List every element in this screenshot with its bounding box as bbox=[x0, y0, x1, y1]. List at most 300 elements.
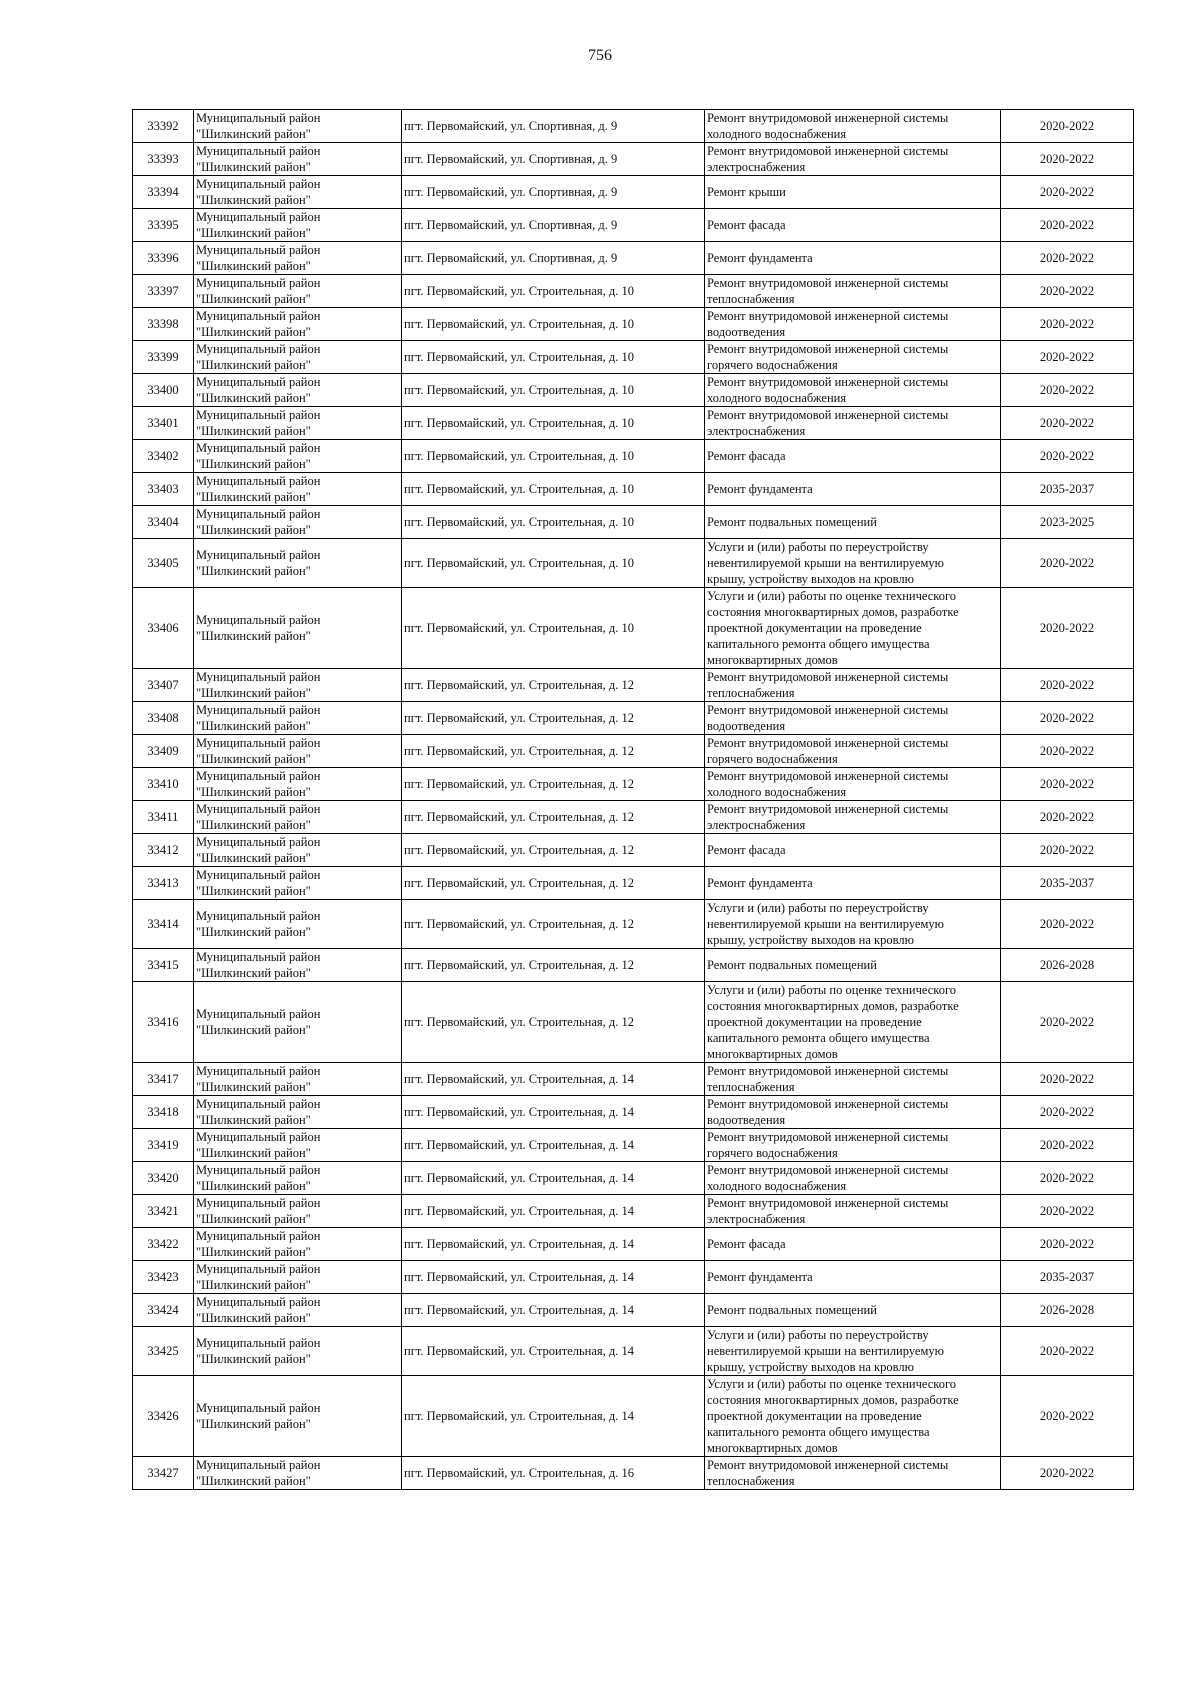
cell-id bbox=[133, 735, 194, 768]
cell-district-text: Муниципальный район "Шилкинский район" bbox=[196, 243, 321, 273]
cell-address bbox=[402, 1294, 705, 1327]
cell-district bbox=[194, 176, 402, 209]
cell-district bbox=[194, 308, 402, 341]
cell-id bbox=[133, 539, 194, 588]
cell-address bbox=[402, 1261, 705, 1294]
cell-id bbox=[133, 1228, 194, 1261]
cell-address bbox=[402, 588, 705, 669]
cell-address bbox=[402, 506, 705, 539]
cell-address-text: пгт. Первомайский, ул. Строительная, д. 14 bbox=[404, 1171, 635, 1185]
cell-address-text: пгт. Первомайский, ул. Строительная, д. 14 bbox=[404, 1072, 635, 1086]
cell-period-text: 2020-2022 bbox=[1039, 1105, 1095, 1119]
cell-id bbox=[133, 275, 194, 308]
cell-district bbox=[194, 1261, 402, 1294]
cell-address-text: пгт. Первомайский, ул. Строительная, д. 10 bbox=[404, 317, 635, 331]
cell-work-type-text: Ремонт внутридомовой инженерной системы теплоснабжения bbox=[707, 1064, 949, 1094]
cell-address bbox=[402, 473, 705, 506]
cell-period bbox=[1001, 1195, 1134, 1228]
cell-id-text: 33420 bbox=[147, 1171, 179, 1185]
cell-address bbox=[402, 209, 705, 242]
cell-district bbox=[194, 1129, 402, 1162]
cell-district-text: Муниципальный район "Шилкинский район" bbox=[196, 342, 321, 372]
cell-work-type bbox=[705, 1096, 1001, 1129]
cell-id-text: 33419 bbox=[147, 1138, 179, 1152]
cell-district-text: Муниципальный район "Шилкинский район" bbox=[196, 1229, 321, 1259]
cell-id bbox=[133, 176, 194, 209]
cell-id bbox=[133, 308, 194, 341]
cell-work-type-text: Ремонт крыши bbox=[707, 185, 786, 199]
cell-id-text: 33403 bbox=[147, 482, 179, 496]
cell-district bbox=[194, 539, 402, 588]
cell-period-text: 2020-2022 bbox=[1039, 621, 1095, 635]
cell-work-type bbox=[705, 110, 1001, 143]
cell-district-text: Муниципальный район "Шилкинский район" bbox=[196, 474, 321, 504]
cell-work-type-text: Услуги и (или) работы по переустройству невентилируемой крыши на вентилируемую крышу, устройству выходов на кровлю bbox=[707, 1328, 944, 1374]
cell-address bbox=[402, 374, 705, 407]
cell-address-text: пгт. Первомайский, ул. Строительная, д. 10 bbox=[404, 621, 635, 635]
cell-period bbox=[1001, 900, 1134, 949]
cell-id bbox=[133, 242, 194, 275]
cell-address-text: пгт. Первомайский, ул. Строительная, д. 10 bbox=[404, 284, 635, 298]
cell-period bbox=[1001, 1063, 1134, 1096]
cell-id bbox=[133, 1063, 194, 1096]
cell-district-text: Муниципальный район "Шилкинский район" bbox=[196, 703, 321, 733]
cell-period bbox=[1001, 1096, 1134, 1129]
table-row bbox=[133, 473, 1134, 506]
table-row bbox=[133, 275, 1134, 308]
cell-period bbox=[1001, 143, 1134, 176]
cell-district-text: Муниципальный район "Шилкинский район" bbox=[196, 1007, 321, 1037]
cell-district-text: Муниципальный район "Шилкинский район" bbox=[196, 408, 321, 438]
cell-work-type-text: Услуги и (или) работы по оценке технического состояния многоквартирных домов, разработке проектной документации на проведение капитального ремонта общего имущества многоквартирных домов bbox=[707, 983, 959, 1061]
cell-work-type bbox=[705, 1129, 1001, 1162]
cell-work-type-text: Ремонт внутридомовой инженерной системы теплоснабжения bbox=[707, 1458, 949, 1488]
cell-address-text: пгт. Первомайский, ул. Спортивная, д. 9 bbox=[404, 218, 618, 232]
cell-id bbox=[133, 473, 194, 506]
cell-period-text: 2020-2022 bbox=[1039, 777, 1095, 791]
cell-address-text: пгт. Первомайский, ул. Строительная, д. 12 bbox=[404, 917, 635, 931]
table-row bbox=[133, 1129, 1134, 1162]
cell-address-text: пгт. Первомайский, ул. Строительная, д. 10 bbox=[404, 383, 635, 397]
cell-address bbox=[402, 1129, 705, 1162]
cell-id-text: 33398 bbox=[147, 317, 179, 331]
cell-district-text: Муниципальный район "Шилкинский район" bbox=[196, 670, 321, 700]
cell-period-text: 2020-2022 bbox=[1039, 711, 1095, 725]
cell-district-text: Муниципальный район "Шилкинский район" bbox=[196, 1295, 321, 1325]
cell-address-text: пгт. Первомайский, ул. Строительная, д. 14 bbox=[404, 1105, 635, 1119]
cell-district bbox=[194, 1096, 402, 1129]
cell-period bbox=[1001, 407, 1134, 440]
cell-address-text: пгт. Первомайский, ул. Спортивная, д. 9 bbox=[404, 119, 618, 133]
cell-work-type-text: Ремонт внутридомовой инженерной системы электроснабжения bbox=[707, 802, 949, 832]
cell-id-text: 33408 bbox=[147, 711, 179, 725]
cell-district bbox=[194, 588, 402, 669]
table-row bbox=[133, 242, 1134, 275]
cell-work-type-text: Ремонт внутридомовой инженерной системы горячего водоснабжения bbox=[707, 342, 949, 372]
cell-work-type-text: Ремонт внутридомовой инженерной системы холодного водоснабжения bbox=[707, 111, 949, 141]
cell-period-text: 2026-2028 bbox=[1039, 1303, 1095, 1317]
cell-district-text: Муниципальный район "Шилкинский район" bbox=[196, 1163, 321, 1193]
table-row bbox=[133, 440, 1134, 473]
cell-id-text: 33416 bbox=[147, 1015, 179, 1029]
cell-district bbox=[194, 801, 402, 834]
cell-address bbox=[402, 1096, 705, 1129]
cell-period-text: 2020-2022 bbox=[1039, 678, 1095, 692]
table-row bbox=[133, 110, 1134, 143]
cell-id bbox=[133, 209, 194, 242]
cell-id-text: 33418 bbox=[147, 1105, 179, 1119]
cell-id-text: 33421 bbox=[147, 1204, 179, 1218]
cell-work-type bbox=[705, 949, 1001, 982]
cell-address bbox=[402, 242, 705, 275]
cell-id bbox=[133, 1327, 194, 1376]
cell-address-text: пгт. Первомайский, ул. Строительная, д. 14 bbox=[404, 1303, 635, 1317]
cell-work-type-text: Ремонт подвальных помещений bbox=[707, 515, 877, 529]
cell-id-text: 33423 bbox=[147, 1270, 179, 1284]
cell-address bbox=[402, 275, 705, 308]
cell-district bbox=[194, 1376, 402, 1457]
cell-period-text: 2020-2022 bbox=[1039, 416, 1095, 430]
cell-work-type bbox=[705, 242, 1001, 275]
table-row bbox=[133, 341, 1134, 374]
cell-address bbox=[402, 735, 705, 768]
cell-id-text: 33417 bbox=[147, 1072, 179, 1086]
cell-id bbox=[133, 1195, 194, 1228]
cell-id bbox=[133, 1294, 194, 1327]
table-row bbox=[133, 1327, 1134, 1376]
cell-work-type-text: Ремонт подвальных помещений bbox=[707, 958, 877, 972]
cell-work-type bbox=[705, 1294, 1001, 1327]
cell-work-type bbox=[705, 867, 1001, 900]
cell-period-text: 2035-2037 bbox=[1039, 1270, 1095, 1284]
cell-district-text: Муниципальный район "Шилкинский район" bbox=[196, 1262, 321, 1292]
cell-address-text: пгт. Первомайский, ул. Строительная, д. 12 bbox=[404, 843, 635, 857]
table-row bbox=[133, 1457, 1134, 1490]
cell-address bbox=[402, 1457, 705, 1490]
cell-address-text: пгт. Первомайский, ул. Строительная, д. 14 bbox=[404, 1138, 635, 1152]
cell-period bbox=[1001, 1294, 1134, 1327]
cell-work-type bbox=[705, 275, 1001, 308]
cell-id bbox=[133, 506, 194, 539]
cell-work-type bbox=[705, 1063, 1001, 1096]
cell-district bbox=[194, 473, 402, 506]
cell-address-text: пгт. Первомайский, ул. Строительная, д. 10 bbox=[404, 350, 635, 364]
table-row bbox=[133, 1376, 1134, 1457]
cell-district-text: Муниципальный район "Шилкинский район" bbox=[196, 210, 321, 240]
cell-district bbox=[194, 669, 402, 702]
cell-district-text: Муниципальный район "Шилкинский район" bbox=[196, 1458, 321, 1488]
cell-district-text: Муниципальный район "Шилкинский район" bbox=[196, 548, 321, 578]
cell-work-type bbox=[705, 801, 1001, 834]
cell-id bbox=[133, 1162, 194, 1195]
cell-work-type bbox=[705, 702, 1001, 735]
repair-schedule-table bbox=[132, 109, 1134, 1490]
table-row bbox=[133, 867, 1134, 900]
cell-work-type-text: Ремонт внутридомовой инженерной системы теплоснабжения bbox=[707, 670, 949, 700]
cell-district bbox=[194, 702, 402, 735]
page-number: 756 bbox=[588, 47, 612, 64]
table-row bbox=[133, 176, 1134, 209]
cell-work-type-text: Ремонт подвальных помещений bbox=[707, 1303, 877, 1317]
cell-period bbox=[1001, 735, 1134, 768]
cell-id bbox=[133, 1457, 194, 1490]
cell-work-type bbox=[705, 669, 1001, 702]
cell-address bbox=[402, 341, 705, 374]
cell-id-text: 33411 bbox=[147, 810, 179, 824]
cell-district-text: Муниципальный район "Шилкинский район" bbox=[196, 802, 321, 832]
cell-period-text: 2020-2022 bbox=[1039, 284, 1095, 298]
cell-address bbox=[402, 1195, 705, 1228]
cell-period bbox=[1001, 1228, 1134, 1261]
cell-work-type-text: Услуги и (или) работы по оценке технического состояния многоквартирных домов, разработке проектной документации на проведение капитального ремонта общего имущества многоквартирных домов bbox=[707, 589, 959, 667]
cell-id-text: 33406 bbox=[147, 621, 179, 635]
cell-work-type bbox=[705, 1376, 1001, 1457]
cell-work-type bbox=[705, 982, 1001, 1063]
cell-period bbox=[1001, 1162, 1134, 1195]
cell-district-text: Муниципальный район "Шилкинский район" bbox=[196, 835, 321, 865]
cell-work-type bbox=[705, 1162, 1001, 1195]
cell-district bbox=[194, 209, 402, 242]
cell-address-text: пгт. Первомайский, ул. Строительная, д. 14 bbox=[404, 1270, 635, 1284]
cell-work-type bbox=[705, 473, 1001, 506]
table-row bbox=[133, 768, 1134, 801]
cell-address-text: пгт. Первомайский, ул. Спортивная, д. 9 bbox=[404, 251, 618, 265]
cell-period-text: 2035-2037 bbox=[1039, 876, 1095, 890]
cell-district-text: Муниципальный район "Шилкинский район" bbox=[196, 375, 321, 405]
cell-address bbox=[402, 176, 705, 209]
cell-work-type bbox=[705, 1228, 1001, 1261]
cell-address-text: пгт. Первомайский, ул. Строительная, д. 12 bbox=[404, 958, 635, 972]
cell-period-text: 2020-2022 bbox=[1039, 810, 1095, 824]
cell-period bbox=[1001, 341, 1134, 374]
cell-id bbox=[133, 900, 194, 949]
cell-work-type-text: Ремонт фундамента bbox=[707, 251, 813, 265]
cell-id-text: 33425 bbox=[147, 1344, 179, 1358]
cell-work-type bbox=[705, 1195, 1001, 1228]
cell-address-text: пгт. Первомайский, ул. Строительная, д. 10 bbox=[404, 449, 635, 463]
cell-period bbox=[1001, 949, 1134, 982]
cell-period bbox=[1001, 1261, 1134, 1294]
cell-period-text: 2020-2022 bbox=[1039, 119, 1095, 133]
cell-work-type bbox=[705, 308, 1001, 341]
cell-address bbox=[402, 407, 705, 440]
table-row bbox=[133, 702, 1134, 735]
cell-period bbox=[1001, 308, 1134, 341]
cell-period bbox=[1001, 440, 1134, 473]
cell-work-type-text: Ремонт фасада bbox=[707, 843, 786, 857]
cell-period bbox=[1001, 834, 1134, 867]
cell-id bbox=[133, 982, 194, 1063]
cell-id bbox=[133, 801, 194, 834]
cell-id-text: 33392 bbox=[147, 119, 179, 133]
table-row bbox=[133, 669, 1134, 702]
cell-address-text: пгт. Первомайский, ул. Спортивная, д. 9 bbox=[404, 185, 618, 199]
cell-address-text: пгт. Первомайский, ул. Строительная, д. 12 bbox=[404, 1015, 635, 1029]
cell-district bbox=[194, 1162, 402, 1195]
cell-work-type bbox=[705, 588, 1001, 669]
cell-district bbox=[194, 341, 402, 374]
cell-period-text: 2020-2022 bbox=[1039, 185, 1095, 199]
cell-district bbox=[194, 275, 402, 308]
cell-district-text: Муниципальный район "Шилкинский район" bbox=[196, 613, 321, 643]
cell-work-type-text: Ремонт внутридомовой инженерной системы теплоснабжения bbox=[707, 276, 949, 306]
cell-id bbox=[133, 867, 194, 900]
cell-work-type-text: Ремонт внутридомовой инженерной системы водоотведения bbox=[707, 703, 949, 733]
cell-period-text: 2020-2022 bbox=[1039, 218, 1095, 232]
cell-address bbox=[402, 143, 705, 176]
cell-work-type-text: Услуги и (или) работы по оценке технического состояния многоквартирных домов, разработке проектной документации на проведение капитального ремонта общего имущества многоквартирных домов bbox=[707, 1377, 959, 1455]
table-row bbox=[133, 900, 1134, 949]
cell-period-text: 2020-2022 bbox=[1039, 1015, 1095, 1029]
cell-district bbox=[194, 110, 402, 143]
cell-work-type-text: Ремонт фундамента bbox=[707, 1270, 813, 1284]
cell-district bbox=[194, 1228, 402, 1261]
cell-address-text: пгт. Первомайский, ул. Строительная, д. 12 bbox=[404, 744, 635, 758]
cell-period-text: 2020-2022 bbox=[1039, 350, 1095, 364]
cell-period-text: 2020-2022 bbox=[1039, 1466, 1095, 1480]
table-row bbox=[133, 1261, 1134, 1294]
cell-period bbox=[1001, 801, 1134, 834]
table-row bbox=[133, 506, 1134, 539]
cell-district bbox=[194, 867, 402, 900]
table-row bbox=[133, 982, 1134, 1063]
table-row bbox=[133, 834, 1134, 867]
cell-id-text: 33427 bbox=[147, 1466, 179, 1480]
cell-period bbox=[1001, 275, 1134, 308]
cell-period bbox=[1001, 1457, 1134, 1490]
cell-work-type-text: Ремонт внутридомовой инженерной системы холодного водоснабжения bbox=[707, 1163, 949, 1193]
cell-period bbox=[1001, 209, 1134, 242]
cell-address bbox=[402, 110, 705, 143]
cell-work-type-text: Ремонт фасада bbox=[707, 1237, 786, 1251]
cell-period bbox=[1001, 1376, 1134, 1457]
cell-district-text: Муниципальный район "Шилкинский район" bbox=[196, 1336, 321, 1366]
cell-id-text: 33397 bbox=[147, 284, 179, 298]
cell-period-text: 2020-2022 bbox=[1039, 317, 1095, 331]
cell-address-text: пгт. Первомайский, ул. Строительная, д. 10 bbox=[404, 515, 635, 529]
cell-id bbox=[133, 374, 194, 407]
cell-work-type-text: Ремонт фасада bbox=[707, 449, 786, 463]
cell-id bbox=[133, 407, 194, 440]
cell-work-type-text: Ремонт внутридомовой инженерной системы горячего водоснабжения bbox=[707, 1130, 949, 1160]
cell-district bbox=[194, 982, 402, 1063]
cell-id bbox=[133, 143, 194, 176]
cell-district bbox=[194, 1457, 402, 1490]
cell-district bbox=[194, 407, 402, 440]
cell-work-type-text: Ремонт внутридомовой инженерной системы водоотведения bbox=[707, 1097, 949, 1127]
cell-work-type bbox=[705, 768, 1001, 801]
cell-district bbox=[194, 949, 402, 982]
cell-work-type bbox=[705, 1327, 1001, 1376]
table-row bbox=[133, 735, 1134, 768]
cell-address-text: пгт. Первомайский, ул. Строительная, д. 10 bbox=[404, 416, 635, 430]
cell-period bbox=[1001, 110, 1134, 143]
table-row bbox=[133, 143, 1134, 176]
cell-work-type-text: Ремонт внутридомовой инженерной системы электроснабжения bbox=[707, 144, 949, 174]
table-row bbox=[133, 1228, 1134, 1261]
table-row bbox=[133, 1096, 1134, 1129]
cell-work-type bbox=[705, 374, 1001, 407]
cell-id-text: 33424 bbox=[147, 1303, 179, 1317]
cell-work-type bbox=[705, 341, 1001, 374]
cell-address bbox=[402, 669, 705, 702]
cell-address bbox=[402, 982, 705, 1063]
cell-work-type bbox=[705, 1457, 1001, 1490]
cell-id-text: 33393 bbox=[147, 152, 179, 166]
cell-period bbox=[1001, 539, 1134, 588]
cell-work-type-text: Ремонт внутридомовой инженерной системы холодного водоснабжения bbox=[707, 769, 949, 799]
cell-district-text: Муниципальный район "Шилкинский район" bbox=[196, 950, 321, 980]
table-row bbox=[133, 407, 1134, 440]
table-row bbox=[133, 1063, 1134, 1096]
cell-district-text: Муниципальный район "Шилкинский район" bbox=[196, 868, 321, 898]
table-row bbox=[133, 374, 1134, 407]
cell-id-text: 33399 bbox=[147, 350, 179, 364]
cell-address bbox=[402, 702, 705, 735]
cell-district-text: Муниципальный район "Шилкинский район" bbox=[196, 909, 321, 939]
cell-address-text: пгт. Первомайский, ул. Спортивная, д. 9 bbox=[404, 152, 618, 166]
cell-period bbox=[1001, 1327, 1134, 1376]
cell-work-type bbox=[705, 1261, 1001, 1294]
cell-work-type-text: Ремонт фундамента bbox=[707, 876, 813, 890]
table-row bbox=[133, 1195, 1134, 1228]
cell-district-text: Муниципальный район "Шилкинский район" bbox=[196, 177, 321, 207]
cell-period-text: 2020-2022 bbox=[1039, 383, 1095, 397]
cell-period-text: 2020-2022 bbox=[1039, 1237, 1095, 1251]
cell-work-type-text: Ремонт внутридомовой инженерной системы горячего водоснабжения bbox=[707, 736, 949, 766]
cell-district-text: Муниципальный район "Шилкинский район" bbox=[196, 441, 321, 471]
cell-work-type-text: Ремонт внутридомовой инженерной системы водоотведения bbox=[707, 309, 949, 339]
cell-id-text: 33394 bbox=[147, 185, 179, 199]
cell-work-type bbox=[705, 440, 1001, 473]
table-body bbox=[133, 110, 1134, 1490]
cell-period-text: 2026-2028 bbox=[1039, 958, 1095, 972]
cell-district-text: Муниципальный район "Шилкинский район" bbox=[196, 1401, 321, 1431]
cell-id-text: 33400 bbox=[147, 383, 179, 397]
cell-work-type-text: Услуги и (или) работы по переустройству невентилируемой крыши на вентилируемую крышу, устройству выходов на кровлю bbox=[707, 540, 944, 586]
cell-period bbox=[1001, 506, 1134, 539]
cell-period-text: 2020-2022 bbox=[1039, 556, 1095, 570]
cell-work-type bbox=[705, 209, 1001, 242]
cell-id bbox=[133, 702, 194, 735]
cell-address-text: пгт. Первомайский, ул. Строительная, д. 12 bbox=[404, 711, 635, 725]
cell-address bbox=[402, 440, 705, 473]
table-row bbox=[133, 801, 1134, 834]
cell-id-text: 33426 bbox=[147, 1409, 179, 1423]
cell-work-type-text: Ремонт внутридомовой инженерной системы электроснабжения bbox=[707, 408, 949, 438]
cell-period-text: 2020-2022 bbox=[1039, 251, 1095, 265]
table-row bbox=[133, 1294, 1134, 1327]
cell-work-type bbox=[705, 834, 1001, 867]
cell-district-text: Муниципальный район "Шилкинский район" bbox=[196, 144, 321, 174]
cell-district bbox=[194, 242, 402, 275]
cell-id-text: 33413 bbox=[147, 876, 179, 890]
cell-district bbox=[194, 1063, 402, 1096]
cell-address bbox=[402, 949, 705, 982]
cell-address-text: пгт. Первомайский, ул. Строительная, д. 10 bbox=[404, 482, 635, 496]
cell-address bbox=[402, 1327, 705, 1376]
cell-district-text: Муниципальный район "Шилкинский район" bbox=[196, 309, 321, 339]
cell-address-text: пгт. Первомайский, ул. Строительная, д. 14 bbox=[404, 1344, 635, 1358]
cell-id-text: 33422 bbox=[147, 1237, 179, 1251]
cell-id-text: 33410 bbox=[147, 777, 179, 791]
cell-period-text: 2020-2022 bbox=[1039, 1171, 1095, 1185]
cell-district-text: Муниципальный район "Шилкинский район" bbox=[196, 769, 321, 799]
cell-district-text: Муниципальный район "Шилкинский район" bbox=[196, 1064, 321, 1094]
cell-period bbox=[1001, 242, 1134, 275]
cell-address bbox=[402, 308, 705, 341]
cell-period-text: 2020-2022 bbox=[1039, 449, 1095, 463]
